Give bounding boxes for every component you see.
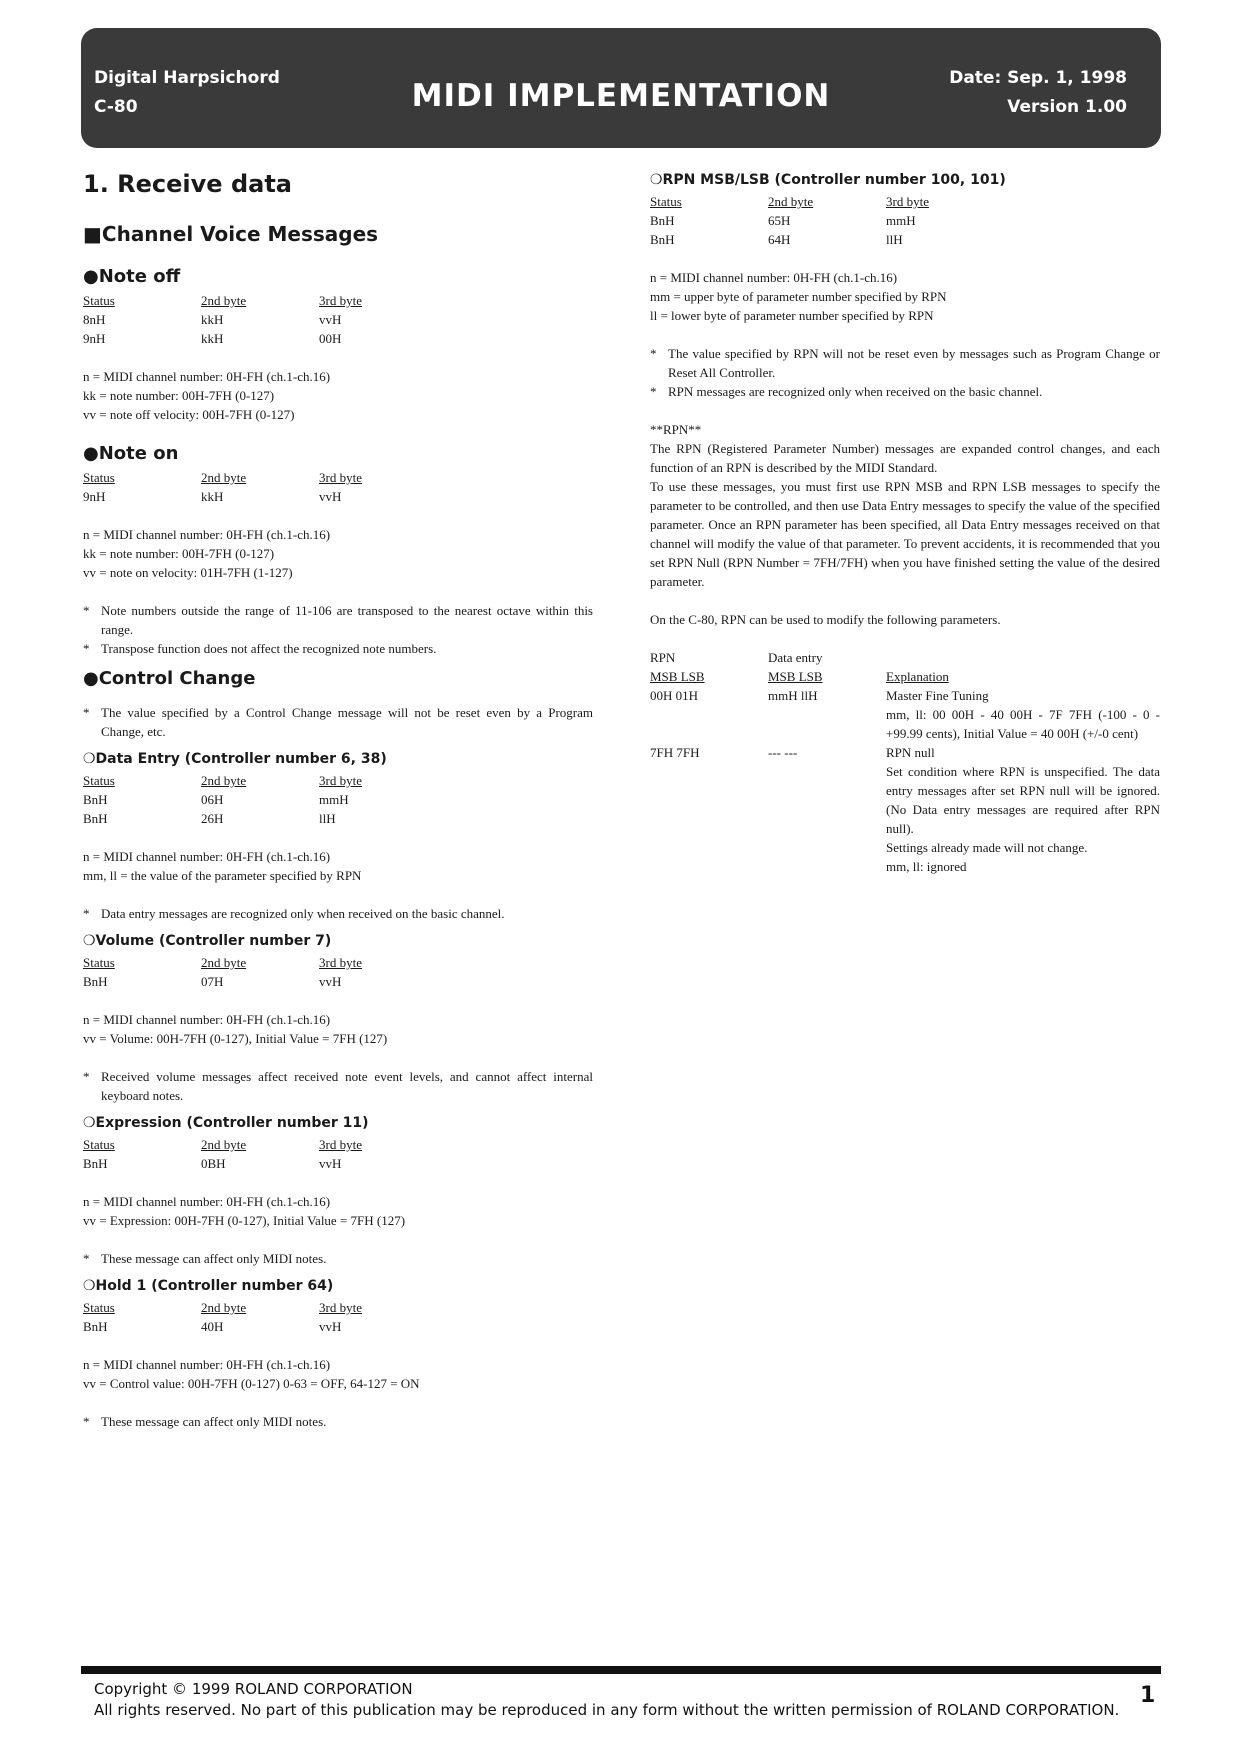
hold1-description bbox=[83, 1355, 593, 1393]
table-row bbox=[650, 230, 1160, 249]
table-header-row bbox=[83, 771, 593, 790]
table-cell: vvH bbox=[319, 489, 342, 504]
table-row bbox=[650, 211, 1160, 230]
table-cell: BnH bbox=[83, 811, 108, 826]
description-line: kk = note number: 00H-7FH (0-127) bbox=[83, 546, 275, 561]
expression-table bbox=[83, 1135, 593, 1173]
column-header: 2nd byte bbox=[768, 194, 814, 209]
column-header: 2nd byte bbox=[201, 773, 247, 788]
column-header: Data entry bbox=[768, 650, 823, 665]
description-line: n = MIDI channel number: 0H-FH (ch.1-ch.16) bbox=[83, 1012, 331, 1027]
table-header-row bbox=[650, 192, 1160, 211]
table-cell: vvH bbox=[319, 1156, 342, 1171]
column-header: Status bbox=[650, 194, 682, 209]
table-row bbox=[83, 310, 593, 329]
column-header: 2nd byte bbox=[201, 955, 247, 970]
table-cell: 06H bbox=[201, 792, 224, 807]
description-line: kk = note number: 00H-7FH (0-127) bbox=[83, 388, 275, 403]
note-item: * Data entry messages are recognized only when received on the basic channel. bbox=[83, 906, 505, 921]
note-item: * Note numbers outside the range of 11-106 are transposed to the nearest octave within this range. bbox=[83, 603, 593, 637]
note-item: * The value specified by RPN will not be reset even by messages such as Program Change or Reset All Controller. bbox=[650, 346, 1160, 380]
explanation-line: RPN null bbox=[886, 745, 935, 760]
note-item: * These message can affect only MIDI notes. bbox=[83, 1251, 327, 1266]
volume-title: ❍Volume (Controller number 7) bbox=[83, 933, 332, 949]
table-cell: 40H bbox=[201, 1319, 224, 1334]
hold1-table bbox=[83, 1298, 593, 1336]
note-off-description bbox=[83, 367, 593, 424]
column-header: Status bbox=[83, 293, 115, 308]
table-header-row bbox=[650, 667, 1160, 686]
table-cell: llH bbox=[319, 811, 336, 826]
document-date: Date: Sep. 1, 1998 bbox=[949, 68, 1127, 88]
column-header: Status bbox=[83, 955, 115, 970]
description-line: n = MIDI channel number: 0H-FH (ch.1-ch.16) bbox=[83, 1194, 331, 1209]
hold1-title: ❍Hold 1 (Controller number 64) bbox=[83, 1278, 334, 1294]
footer-rule bbox=[81, 1666, 1161, 1674]
description-line: vv = Control value: 00H-7FH (0-127) 0-63 = OFF, 64-127 = ON bbox=[83, 1376, 420, 1391]
c80-rpn-line: On the C-80, RPN can be used to modify the following parameters. bbox=[650, 612, 1001, 627]
table-cell: BnH bbox=[650, 232, 675, 247]
note-item: * RPN messages are recognized only when received on the basic channel. bbox=[650, 384, 1043, 399]
table-cell: 9nH bbox=[83, 331, 106, 346]
column-header: Status bbox=[83, 773, 115, 788]
description-line: n = MIDI channel number: 0H-FH (ch.1-ch.16) bbox=[83, 1357, 331, 1372]
column-header: MSB LSB bbox=[768, 669, 823, 684]
product-line-1: Digital Harpsichord bbox=[94, 68, 280, 88]
table-cell: BnH bbox=[83, 792, 108, 807]
table-header-row bbox=[83, 468, 593, 487]
left-column bbox=[83, 160, 593, 1431]
table-row bbox=[83, 1317, 593, 1336]
table-header-row bbox=[83, 1298, 593, 1317]
explanation-line: Settings already made will not change. bbox=[886, 840, 1088, 855]
table-header-row bbox=[83, 1135, 593, 1154]
note-item: * The value specified by a Control Change message will not be reset even by a Program Change, etc. bbox=[83, 705, 593, 739]
column-header: 3rd byte bbox=[319, 1137, 362, 1152]
table-cell bbox=[886, 686, 1160, 743]
rpn-heading: **RPN** bbox=[650, 422, 702, 437]
description-line: n = MIDI channel number: 0H-FH (ch.1-ch.16) bbox=[650, 270, 898, 285]
table-row bbox=[83, 809, 593, 828]
column-header: 2nd byte bbox=[201, 293, 247, 308]
description-line: n = MIDI channel number: 0H-FH (ch.1-ch.16) bbox=[83, 849, 331, 864]
section-title: 1. Receive data bbox=[83, 170, 292, 198]
table-header-row bbox=[650, 648, 1160, 667]
table-row bbox=[83, 329, 593, 348]
document-title: MIDI IMPLEMENTATION bbox=[411, 78, 831, 114]
date-version bbox=[949, 64, 1127, 122]
table-cell: 7FH 7FH bbox=[650, 745, 700, 760]
rpn-explanation bbox=[650, 420, 1160, 591]
table-cell: mmH bbox=[886, 213, 916, 228]
note-on-description bbox=[83, 525, 593, 582]
volume-notes bbox=[83, 1067, 593, 1105]
table-cell: 8nH bbox=[83, 312, 106, 327]
explanation-line: Set condition where RPN is unspecified. The data entry messages after set RPN null will be ignored. (No Data entry messages are required after RPN null). bbox=[886, 764, 1160, 836]
page-number: 1 bbox=[1140, 1683, 1156, 1708]
column-header bbox=[886, 648, 1160, 667]
description-line: n = MIDI channel number: 0H-FH (ch.1-ch.16) bbox=[83, 527, 331, 542]
column-header: 3rd byte bbox=[886, 194, 929, 209]
note-off-title: ●Note off bbox=[83, 266, 181, 287]
table-row bbox=[83, 1154, 593, 1173]
table-cell: kkH bbox=[201, 331, 224, 346]
table-cell: 64H bbox=[768, 232, 791, 247]
table-row bbox=[83, 790, 593, 809]
table-cell: 07H bbox=[201, 974, 224, 989]
footer bbox=[94, 1679, 1119, 1721]
column-header: 2nd byte bbox=[201, 470, 247, 485]
table-row bbox=[83, 972, 593, 991]
rpn-parameter-table bbox=[650, 648, 1160, 876]
table-cell: mmH llH bbox=[768, 688, 818, 703]
description-line: ll = lower byte of parameter number specified by RPN bbox=[650, 308, 934, 323]
rpn-table bbox=[650, 192, 1160, 249]
note-on-table bbox=[83, 468, 593, 506]
note-item: * Received volume messages affect received note event levels, and cannot affect internal keyboard notes. bbox=[83, 1069, 593, 1103]
column-header: Status bbox=[83, 1137, 115, 1152]
data-entry-notes bbox=[83, 904, 593, 923]
description-line: vv = note on velocity: 01H-7FH (1-127) bbox=[83, 565, 293, 580]
table-cell: kkH bbox=[201, 489, 224, 504]
table-cell: 9nH bbox=[83, 489, 106, 504]
explanation-line: mm, ll: 00 00H - 40 00H - 7F 7FH (-100 - 0 - +99.99 cents), Initial Value = 40 00H (+/-0 cent) bbox=[886, 707, 1160, 741]
table-cell: BnH bbox=[83, 1319, 108, 1334]
note-on-notes bbox=[83, 601, 593, 658]
table-cell: kkH bbox=[201, 312, 224, 327]
column-header: 2nd byte bbox=[201, 1137, 247, 1152]
right-column bbox=[650, 172, 1160, 876]
explanation-line: Master Fine Tuning bbox=[886, 688, 989, 703]
table-row bbox=[83, 487, 593, 506]
explanation-line: mm, ll: ignored bbox=[886, 859, 967, 874]
hold1-notes bbox=[83, 1412, 593, 1431]
description-line: vv = note off velocity: 00H-7FH (0-127) bbox=[83, 407, 295, 422]
table-cell: 0BH bbox=[201, 1156, 226, 1171]
column-header: RPN bbox=[650, 650, 676, 665]
volume-table bbox=[83, 953, 593, 991]
volume-description bbox=[83, 1010, 593, 1048]
column-header: 3rd byte bbox=[319, 773, 362, 788]
table-cell: 00H bbox=[319, 331, 342, 346]
note-item: * These message can affect only MIDI notes. bbox=[83, 1414, 327, 1429]
data-entry-description bbox=[83, 847, 593, 885]
table-header-row bbox=[83, 953, 593, 972]
table-cell: 65H bbox=[768, 213, 791, 228]
subsection-title: ■Channel Voice Messages bbox=[83, 222, 379, 246]
note-on-title: ●Note on bbox=[83, 443, 179, 464]
table-row bbox=[650, 743, 1160, 876]
rpn-description bbox=[650, 268, 1160, 325]
table-row bbox=[650, 686, 1160, 743]
column-header: Status bbox=[83, 470, 115, 485]
expression-notes bbox=[83, 1249, 593, 1268]
table-cell: --- --- bbox=[768, 745, 798, 760]
table-cell: vvH bbox=[319, 974, 342, 989]
column-header: Status bbox=[83, 1300, 115, 1315]
control-change-title: ●Control Change bbox=[83, 668, 256, 689]
table-header-row bbox=[83, 291, 593, 310]
table-cell: BnH bbox=[650, 213, 675, 228]
column-header: 3rd byte bbox=[319, 470, 362, 485]
table-cell: BnH bbox=[83, 974, 108, 989]
column-header: 3rd byte bbox=[319, 1300, 362, 1315]
table-cell: mmH bbox=[319, 792, 349, 807]
description-line: vv = Volume: 00H-7FH (0-127), Initial Value = 7FH (127) bbox=[83, 1031, 388, 1046]
table-cell: 00H 01H bbox=[650, 688, 699, 703]
description-line: n = MIDI channel number: 0H-FH (ch.1-ch.16) bbox=[83, 369, 331, 384]
copyright: Copyright © 1999 ROLAND CORPORATION bbox=[94, 1680, 413, 1698]
table-cell: llH bbox=[886, 232, 903, 247]
table-cell: vvH bbox=[319, 312, 342, 327]
product-model: C-80 bbox=[94, 97, 138, 117]
rpn-title: ❍RPN MSB/LSB (Controller number 100, 101) bbox=[650, 172, 1006, 188]
column-header: 2nd byte bbox=[201, 1300, 247, 1315]
data-entry-title: ❍Data Entry (Controller number 6, 38) bbox=[83, 751, 387, 767]
column-header: Explanation bbox=[886, 669, 949, 684]
column-header: MSB LSB bbox=[650, 669, 705, 684]
table-cell: vvH bbox=[319, 1319, 342, 1334]
rpn-paragraph: To use these messages, you must first use RPN MSB and RPN LSB messages to specify the parameter to be controlled, and then use Data Entry messages to specify the value of the specified parameter. Once an RPN parameter has been specified, all Data Entry messages received on that channel will modify the value of that parameter. To prevent accidents, it is recommended that you set RPN Null (RPN Number = 7FH/7FH) when you have finished setting the value of the desired parameter. bbox=[650, 479, 1160, 589]
column-header: 3rd byte bbox=[319, 293, 362, 308]
description-line: vv = Expression: 00H-7FH (0-127), Initial Value = 7FH (127) bbox=[83, 1213, 406, 1228]
rights-notice: All rights reserved. No part of this publication may be reproduced in any form without the written permission of ROLAND CORPORATION. bbox=[94, 1701, 1120, 1719]
expression-title: ❍Expression (Controller number 11) bbox=[83, 1115, 369, 1131]
data-entry-table bbox=[83, 771, 593, 828]
document-version: Version 1.00 bbox=[1007, 97, 1127, 117]
control-change-notes bbox=[83, 703, 593, 741]
table-cell: BnH bbox=[83, 1156, 108, 1171]
header-banner bbox=[81, 28, 1161, 148]
note-item: * Transpose function does not affect the recognized note numbers. bbox=[83, 641, 437, 656]
description-line: mm = upper byte of parameter number specified by RPN bbox=[650, 289, 947, 304]
expression-description bbox=[83, 1192, 593, 1230]
table-cell bbox=[886, 743, 1160, 876]
rpn-paragraph: The RPN (Registered Parameter Number) messages are expanded control changes, and each function of an RPN is described by the MIDI Standard. bbox=[650, 441, 1160, 475]
column-header: 3rd byte bbox=[319, 955, 362, 970]
rpn-notes bbox=[650, 344, 1160, 401]
table-cell: 26H bbox=[201, 811, 224, 826]
note-off-table bbox=[83, 291, 593, 348]
description-line: mm, ll = the value of the parameter specified by RPN bbox=[83, 868, 362, 883]
